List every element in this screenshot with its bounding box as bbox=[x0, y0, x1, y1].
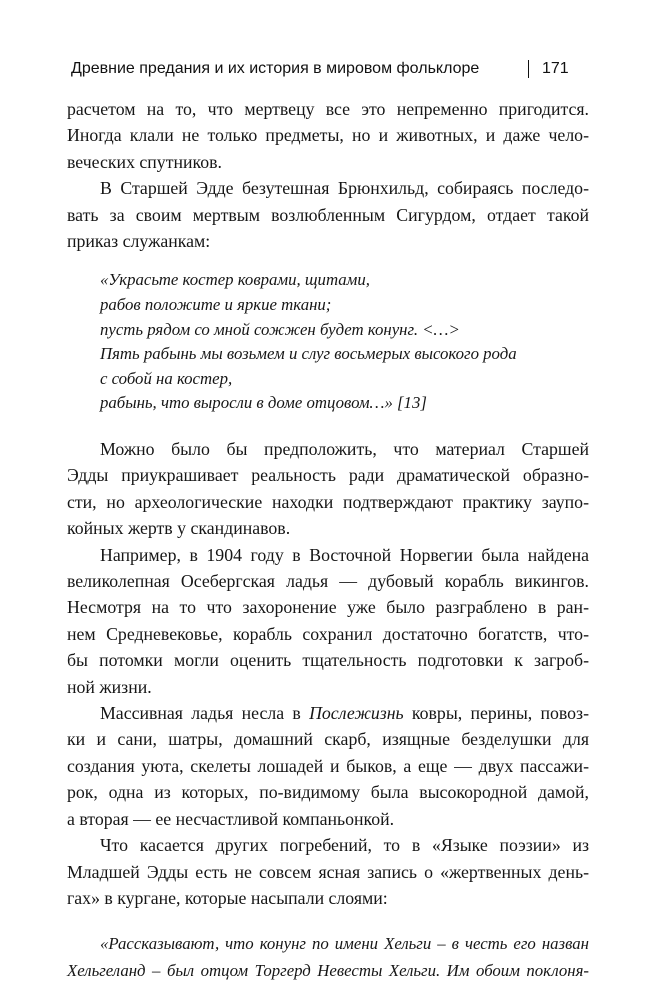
text-line: создания уюта, скелеты лошадей и быков, а еще — двух пассажи- bbox=[67, 755, 589, 776]
page-number: 171 bbox=[542, 60, 569, 77]
verse-line: рабов положите и яркие ткани; bbox=[100, 295, 332, 315]
verse-line: с собой на костер, bbox=[100, 368, 233, 388]
paragraph-4 bbox=[67, 542, 589, 700]
text-line: Хельгеланд – был отцом Торгерд Невесты Хельги. Им обоим поклоня- bbox=[67, 960, 589, 980]
paragraph-6 bbox=[67, 832, 589, 911]
italic-term: Послежизнь bbox=[309, 703, 404, 724]
header-divider bbox=[528, 60, 529, 78]
chapter-title: Древние предания и их история в мировом фольклоре bbox=[71, 60, 480, 77]
running-header bbox=[71, 56, 581, 82]
verse-quote bbox=[67, 268, 589, 416]
paragraph-5 bbox=[67, 700, 589, 832]
verse-line: рабынь, что выросли в доме отцовом…» [13] bbox=[100, 393, 427, 413]
paragraph-1 bbox=[67, 96, 589, 175]
text-line: бы потомки могли оценить тщательность подготовки к загроб- bbox=[67, 650, 589, 671]
paragraph-3 bbox=[67, 436, 589, 542]
text-line: гах» в кургане, которые насыпали слоями: bbox=[67, 887, 388, 908]
text-line: Например, в 1904 году в Восточной Норвегии была найдена bbox=[100, 544, 589, 565]
text-line: ки и сани, шатры, домашний скарб, изящные безделушки для bbox=[67, 729, 589, 750]
text-line: великолепная Осебергская ладья — дубовый корабль викингов. bbox=[67, 571, 589, 592]
text-line: нем Средневековье, корабль сохранил достаточно богатств, что- bbox=[67, 623, 589, 644]
text-line: сти, но археологические находки подтверждают практику заупо- bbox=[67, 491, 589, 512]
text-line: а вторая — ее несчастливой компаньонкой. bbox=[67, 808, 395, 829]
text-fragment: Массивная ладья несла в bbox=[100, 703, 310, 724]
text-line: расчетом на то, что мертвецу все это непременно пригодится. bbox=[67, 99, 589, 119]
text-line: Несмотря на то что захоронение уже было разграблено в ран- bbox=[67, 597, 589, 618]
text-line: вать за своим мертвым возлюбленным Сигурдом, отдает такой bbox=[67, 204, 589, 225]
verse-line: пусть рядом со мной сожжен будет конунг. <…> bbox=[100, 319, 460, 339]
verse-line: «Украсьте костер коврами, щитами, bbox=[100, 270, 370, 290]
text-line: койных жертв у скандинавов. bbox=[67, 518, 291, 539]
text-fragment: ковры, перины, повоз- bbox=[403, 703, 589, 724]
text-line: Иногда клали не только предметы, но и животных, и даже чело- bbox=[67, 125, 589, 146]
text-line: Младшей Эдды есть не совсем ясная запись о «жертвенных день- bbox=[67, 861, 589, 882]
prose-quote bbox=[67, 931, 589, 984]
paragraph-2 bbox=[67, 175, 589, 254]
text-line: ной жизни. bbox=[67, 676, 152, 697]
text-line: Эдды приукрашивает реальность ради драматической образно- bbox=[67, 465, 589, 486]
text-line: «Рассказывают, что конунг по имени Хельги – в честь его назван bbox=[100, 934, 589, 954]
text-line: Что касается других погребений, то в «Языке поэзии» из bbox=[100, 835, 589, 856]
text-line: рок, одна из которых, по-видимому была высокородной дамой, bbox=[67, 782, 589, 803]
text-line: приказ служанкам: bbox=[67, 231, 211, 252]
text-line: Можно было бы предположить, что материал Старшей bbox=[100, 439, 589, 459]
verse-line: Пять рабынь мы возьмем и слуг восьмерых высокого рода bbox=[100, 344, 517, 364]
text-line: В Старшей Эдде безутешная Брюнхильд, собираясь последо- bbox=[100, 178, 589, 199]
body-text bbox=[67, 96, 589, 984]
text-line: веческих спутников. bbox=[67, 151, 222, 172]
text-line bbox=[67, 700, 589, 726]
